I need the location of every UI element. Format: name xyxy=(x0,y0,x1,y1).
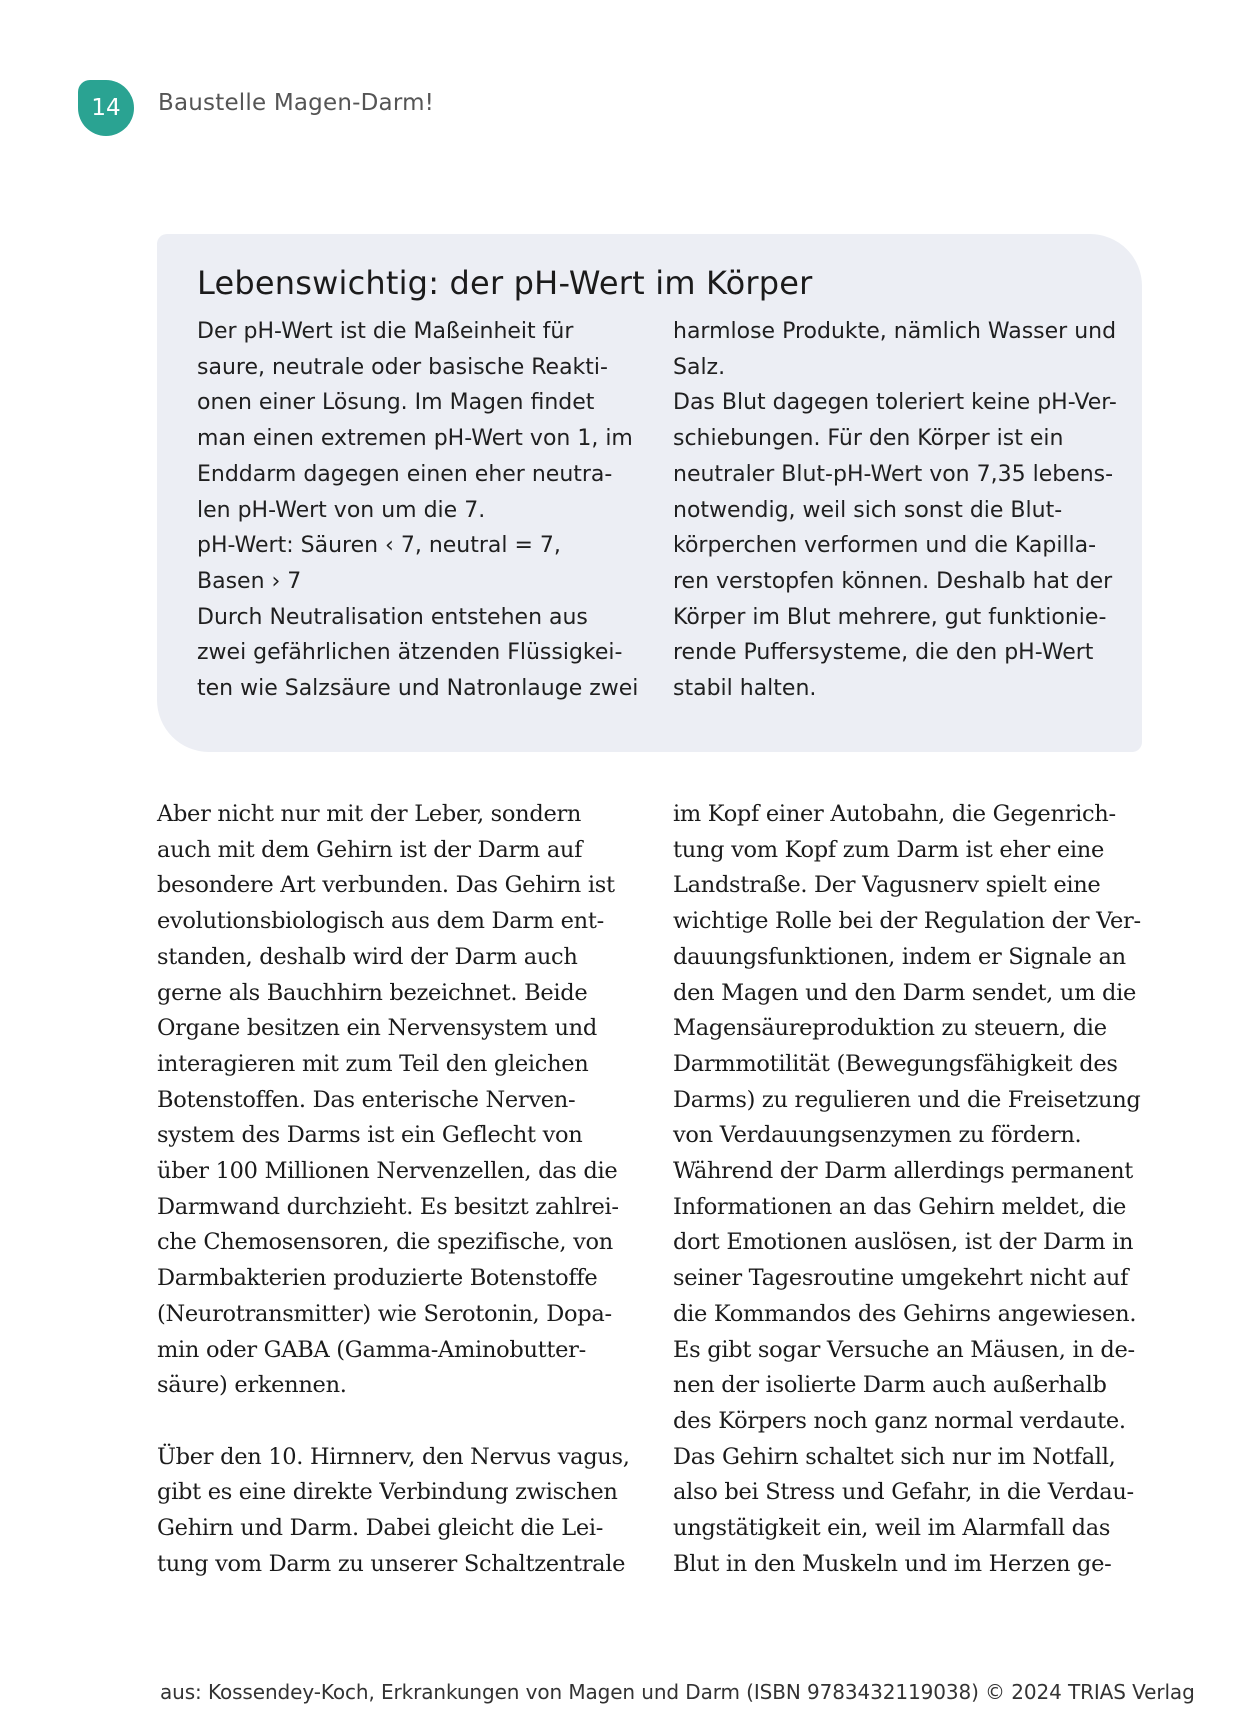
running-title: Baustelle Magen-Darm! xyxy=(158,90,435,116)
body-line: seiner Tagesroutine umgekehrt nicht auf xyxy=(673,1265,1129,1292)
body-line: im Kopf einer Autobahn, die Gegenrich- xyxy=(673,801,1116,827)
text-line: neutraler Blut-pH-Wert von 7,35 lebens- xyxy=(673,461,1114,487)
text-line: saure, neutrale oder basische Reakti- xyxy=(197,354,608,380)
body-line: die Kommandos des Gehirns angewiesen. xyxy=(673,1300,1137,1327)
body-line: system des Darms ist ein Geflecht von xyxy=(157,1122,583,1149)
body-line: über 100 Millionen Nervenzellen, das die xyxy=(157,1158,618,1185)
body-line: Darmbakterien produzierte Botenstoffe xyxy=(157,1265,598,1292)
body-line: den Magen und den Darm sendet, um die xyxy=(673,979,1136,1006)
body-line: evolutionsbiologisch aus dem Darm ent- xyxy=(157,908,604,935)
body-line: tung vom Darm zu unserer Schaltzentrale xyxy=(157,1550,626,1577)
body-line: interagieren mit zum Teil den gleichen xyxy=(157,1050,589,1077)
body-line: Magensäureproduktion zu steuern, die xyxy=(673,1015,1107,1042)
body-line: von Verdauungsenzymen zu fördern. xyxy=(673,1122,1082,1149)
text-line: pH-Wert: Säuren ‹ 7, neutral = 7, xyxy=(197,533,561,559)
body-line: che Chemosensoren, die spezifische, von xyxy=(157,1229,613,1256)
text-line: zwei gefährlichen ätzenden Flüssigkei- xyxy=(197,640,623,666)
body-line: nen der isolierte Darm auch außerhalb xyxy=(673,1372,1107,1399)
text-line: Der pH-Wert ist die Maßeinheit für xyxy=(197,319,574,344)
body-line: wichtige Rolle bei der Regulation der Ver- xyxy=(673,908,1141,935)
body-line: gibt es eine direkte Verbindung zwischen xyxy=(157,1479,618,1506)
body-line: Während der Darm allerdings permanent xyxy=(673,1158,1134,1185)
info-box-left-column xyxy=(197,314,639,707)
text-line: Enddarm dagegen einen eher neutra- xyxy=(197,461,613,487)
body-line: dauungsfunktionen, indem er Signale an xyxy=(673,943,1126,970)
text-line: notwendig, weil sich sonst die Blut- xyxy=(673,497,1063,523)
body-line: ungstätigkeit ein, weil im Alarmfall das xyxy=(673,1515,1111,1542)
info-box-title: Lebenswichtig: der pH-Wert im Körper xyxy=(197,264,813,302)
body-line: gerne als Bauchhirn bezeichnet. Beide xyxy=(157,979,588,1006)
body-line: Aber nicht nur mit der Leber, sondern xyxy=(157,801,582,827)
text-line: körperchen verformen und die Kapilla- xyxy=(673,533,1097,559)
body-line: auch mit dem Gehirn ist der Darm auf xyxy=(157,836,583,863)
body-line: des Körpers noch ganz normal verdaute. xyxy=(673,1407,1126,1434)
info-box xyxy=(157,234,1142,752)
body-line: Darms) zu regulieren und die Freisetzung xyxy=(673,1086,1141,1113)
footer-citation: aus: Kossendey-Koch, Erkrankungen von Magen und Darm (ISBN 9783432119038) © 2024 TRIAS Verlag xyxy=(160,1680,1195,1704)
text-line: Durch Neutralisation entstehen aus xyxy=(197,604,588,630)
body-line: Es gibt sogar Versuche an Mäusen, in de- xyxy=(673,1336,1135,1363)
body-right-column xyxy=(673,797,1153,1582)
body-line: also bei Stress und Gefahr, in die Verdau- xyxy=(673,1479,1134,1506)
info-box-right-column xyxy=(673,314,1117,707)
body-line: standen, deshalb wird der Darm auch xyxy=(157,943,578,970)
body-line: Landstraße. Der Vagusnerv spielt eine xyxy=(673,872,1101,899)
text-line: Das Blut dagegen toleriert keine pH-Ver- xyxy=(673,390,1117,416)
text-line: Salz. xyxy=(673,354,726,380)
text-line: ren verstopfen können. Deshalb hat der xyxy=(673,568,1113,594)
page-number: 14 xyxy=(91,95,121,121)
body-line: Organe besitzen ein Nervensystem und xyxy=(157,1015,597,1042)
text-line: Basen › 7 xyxy=(197,568,302,594)
text-line: Körper im Blut mehrere, gut funktionie- xyxy=(673,604,1107,630)
body-line: min oder GABA (Gamma-Aminobutter- xyxy=(157,1336,586,1363)
body-line: Gehirn und Darm. Dabei gleicht die Lei- xyxy=(157,1515,604,1542)
body-line: säure) erkennen. xyxy=(157,1372,347,1399)
paragraph-gap xyxy=(157,1404,637,1440)
text-line: harmlose Produkte, nämlich Wasser und xyxy=(673,319,1117,344)
body-line: Das Gehirn schaltet sich nur im Notfall, xyxy=(673,1443,1116,1470)
text-line: schiebungen. Für den Körper ist ein xyxy=(673,426,1064,452)
body-line: (Neurotransmitter) wie Serotonin, Dopa- xyxy=(157,1300,612,1327)
body-line: Über den 10. Hirnnerv, den Nervus vagus, xyxy=(157,1443,630,1470)
body-line: Blut in den Muskeln und im Herzen ge- xyxy=(673,1550,1112,1577)
body-line: tung vom Kopf zum Darm ist eher eine xyxy=(673,836,1104,863)
page-number-badge xyxy=(78,80,134,136)
text-line: stabil halten. xyxy=(673,676,817,702)
body-left-column xyxy=(157,797,637,1582)
body-line: Botenstoffen. Das enterische Nerven- xyxy=(157,1086,576,1113)
text-line: onen einer Lösung. Im Magen findet xyxy=(197,390,595,416)
body-line: besondere Art verbunden. Das Gehirn ist xyxy=(157,872,615,899)
body-line: Informationen an das Gehirn meldet, die xyxy=(673,1193,1127,1220)
body-line: Darmmotilität (Bewegungsfähigkeit des xyxy=(673,1050,1118,1077)
text-line: man einen extremen pH-Wert von 1, im xyxy=(197,426,633,452)
text-line: rende Puffersysteme, die den pH-Wert xyxy=(673,640,1094,666)
body-line: Darmwand durchzieht. Es besitzt zahlrei- xyxy=(157,1193,619,1220)
text-line: ten wie Salzsäure und Natronlauge zwei xyxy=(197,676,639,702)
body-line: dort Emotionen auslösen, ist der Darm in xyxy=(673,1229,1134,1256)
text-line: len pH-Wert von um die 7. xyxy=(197,497,486,523)
